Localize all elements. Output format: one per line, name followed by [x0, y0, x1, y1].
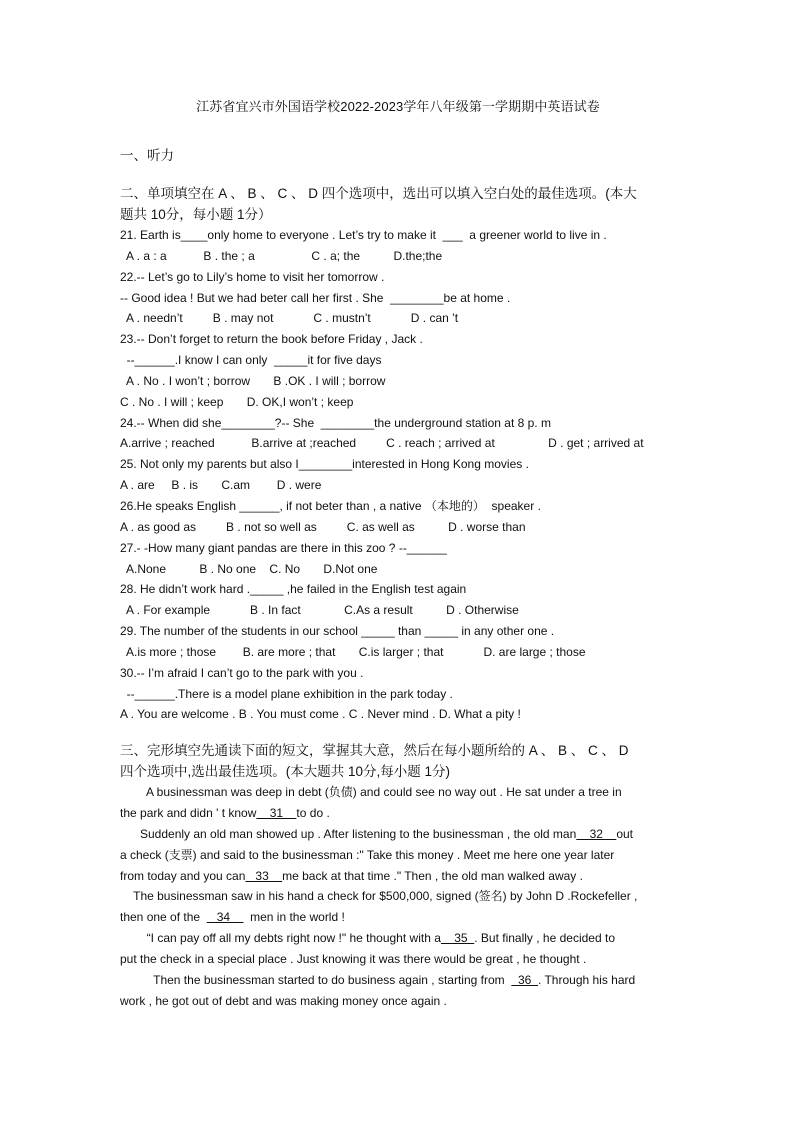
section-single-choice-title-line2: 题共 10分，每小题 1分） [120, 207, 272, 222]
section-listening-title: 一、听力 [120, 148, 174, 163]
question-line: C . No . I will ; keep D. OK,I won’t ; keep [120, 394, 354, 409]
passage-line: A businessman was deep in debt (负债) and could see no way out . He sat under a tree in [120, 785, 622, 800]
exam-page [120, 96, 676, 1012]
passage-line: then one of the 34 men in the world ! [120, 910, 345, 925]
exam-title: 江苏省宜兴市外国语学校2022-2023学年八年级第一学期期中英语试卷 [196, 99, 600, 114]
question-line: A . as good as B . not so well as C. as well as D . worse than [120, 519, 526, 534]
question-line: --______.I know I can only _____it for five days [120, 353, 382, 368]
question-line: A.is more ; those B. are more ; that C.is larger ; that D. are large ; those [120, 644, 586, 659]
question-line: 27.- -How many giant pandas are there in this zoo ? --______ [120, 540, 447, 555]
question-line: A . are B . is C.am D . were [120, 478, 322, 493]
blank-34: 34 [206, 910, 244, 925]
question-line: A . For example B . In fact C.As a result D . Otherwise [120, 603, 519, 618]
question-line: --______.There is a model plane exhibition in the park today . [120, 686, 453, 701]
question-line: 25. Not only my parents but also I________interested in Hong Kong movies . [120, 457, 529, 472]
passage-line: Suddenly an old man showed up . After listening to the businessman , the old man 32 out [120, 826, 633, 841]
question-line: 21. Earth is____only home to everyone . Let’s try to make it ___ a greener world to live in . [120, 228, 607, 242]
passage-line: put the check in a special place . Just knowing it was there would be great , he thought . [120, 952, 587, 966]
passage-line: work , he got out of debt and was making money once again . [120, 993, 447, 1008]
question-line: A.None B . No one C. No D.Not one [120, 561, 378, 576]
question-line: A . a : a B . the ; a C . a; the D.the;the [120, 248, 443, 263]
question-line: A . needn’t B . may not C . mustn’t D . can ’t [120, 311, 459, 326]
question-line: A.arrive ; reached B.arrive at ;reached C . reach ; arrived at D . get ; arrived at [120, 436, 644, 451]
single-choice-questions [120, 225, 676, 725]
passage-line: The businessman saw in his hand a check for $500,000, signed (签名) by John D .Rockefeller , [120, 889, 638, 904]
question-line: 23.-- Don’t forget to return the book before Friday , Jack . [120, 332, 423, 347]
blank-35: 35 [440, 931, 475, 946]
question-line: 24.-- When did she________?-- She ________the underground station at 8 p. m [120, 415, 551, 430]
question-line: A . No . I won’t ; borrow B .OK . I will ; borrow [120, 373, 386, 388]
blank-33: 33 [245, 868, 283, 883]
passage-line: Then the businessman started to do business again , starting from 36 . Through his hard [120, 972, 636, 987]
cloze-passage [120, 782, 676, 1011]
passage-line: “I can pay off all my debts right now !" he thought with a 35 . But finally , he decided to [120, 931, 615, 946]
passage-line: a check (支票) and said to the businessman :" Take this money . Meet me here one year later [120, 847, 615, 862]
blank-32: 32 [576, 826, 617, 841]
question-line: -- Good idea ! But we had beter call her first . She ________be at home . [120, 290, 511, 305]
question-line: 28. He didn’t work hard ._____ ,he failed in the English test again [120, 582, 467, 597]
passage-line: the park and didn ' t know 31 to do . [120, 806, 330, 821]
section-single-choice-title-line1: 二、单项填空在 A 、 B 、 C 、 D 四个选项中，选出可以填入空白处的最佳选项。(本大 [120, 186, 637, 201]
blank-36: 36 [511, 972, 539, 987]
blank-31: 31 [256, 806, 297, 821]
question-line: 22.-- Let’s go to Lily’s home to visit her tomorrow . [120, 269, 385, 284]
section-cloze-title-line1: 三、完形填空先通读下面的短文，掌握其大意，然后在每小题所给的 A 、 B 、 C 、 D [120, 743, 629, 759]
question-line: 26.He speaks English ______, if not beter than , a native （本地的） speaker . [120, 498, 541, 513]
section-cloze-title-line2: 四个选项中,选出最佳选项。(本大题共 10分,每小题 1分) [120, 764, 451, 780]
passage-line: from today and you can 33 me back at that time ." Then , the old man walked away . [120, 868, 583, 883]
question-line: 29. The number of the students in our school _____ than _____ in any other one . [120, 624, 555, 639]
question-line: A . You are welcome . B . You must come . C . Never mind . D. What a pity ! [120, 707, 521, 722]
question-line: 30.-- I’m afraid I can’t go to the park with you . [120, 665, 364, 680]
